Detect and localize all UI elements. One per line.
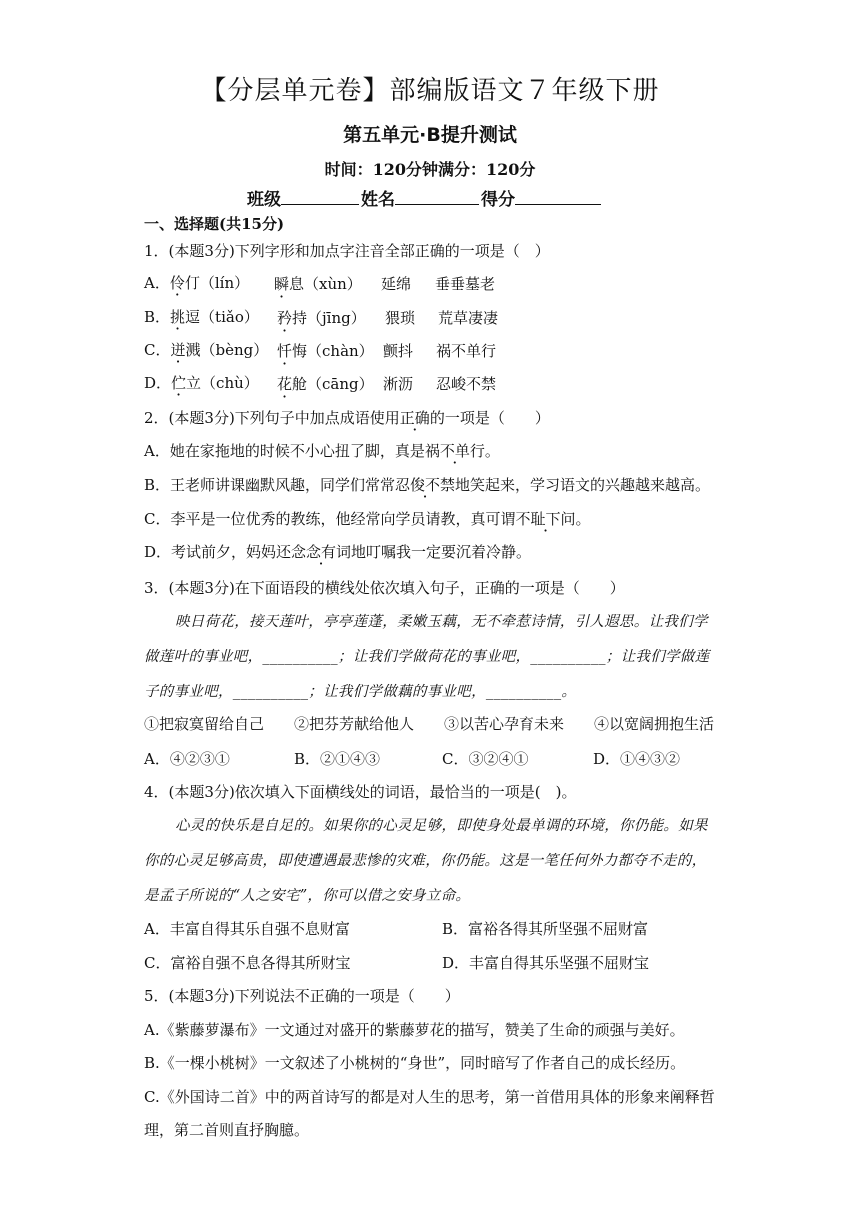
q2-option-b: B．王老师讲课幽默风趣，同学们常常忍俊不禁地笑起来，学习语文的兴趣越来越高。	[144, 476, 711, 494]
student-info-fields	[247, 185, 603, 210]
q3-sentence-items: ①把寂寞留给自己 ②把芬芳献给他人 ③以苦心孕育未来 ④以宽阔拥抱生活	[144, 715, 715, 733]
q3-option-b: B．②①④③	[294, 750, 381, 768]
q5-option-a: A.《紫藤萝瀑布》一文通过对盛开的紫藤萝花的描写，赞美了生命的顽强与美好。	[144, 1021, 685, 1039]
section-heading: 一、选择题(共15分)	[144, 215, 285, 233]
name-label: 姓名	[361, 190, 395, 210]
q3-passage-line-3: 子的事业吧，__________；让我们学做藕的事业吧，__________。	[144, 684, 577, 700]
q3-option-d: D．①④③②	[593, 750, 681, 768]
q5-stem: 5．(本题3分)下列说法不正确的一项是（ ）	[144, 987, 460, 1005]
class-label: 班级	[247, 190, 281, 210]
score-blank[interactable]	[515, 188, 601, 205]
q2-option-a: A．她在家拖地的时候不小心扭了脚，真是祸不单行。	[144, 442, 500, 460]
q4-stem: 4．(本题3分)依次填入下面横线处的词语，最恰当的一项是( )。	[144, 783, 577, 801]
exam-subtitle: 第五单元·B提升测试	[343, 124, 517, 146]
q2-option-d: D．考试前夕，妈妈还念念有词地叮嘱我一定要沉着冷静。	[144, 543, 532, 561]
q3-option-c: C．③②④①	[442, 750, 529, 768]
q3-option-a: A．④②③①	[144, 750, 230, 768]
q4-passage-line-1: 心灵的快乐是自足的。如果你的心灵足够，即使身处最单调的环境，你仍能。如果	[175, 818, 708, 834]
q4-option-d: D．丰富自得其乐坚强不屈财宝	[442, 954, 650, 972]
score-label: 得分	[481, 190, 515, 210]
class-blank[interactable]	[281, 188, 359, 205]
q4-option-a: A．丰富自得其乐自强不息财富	[144, 920, 350, 938]
q3-stem: 3．(本题3分)在下面语段的横线处依次填入句子，正确的一项是（ ）	[144, 579, 625, 597]
q3-passage-line-2: 做莲叶的事业吧，__________；让我们学做荷花的事业吧，__________；让我们学做莲	[144, 649, 710, 665]
q3-passage-line-1: 映日荷花，接天莲叶，亭亭莲蓬，柔嫩玉藕，无不牵惹诗情，引人遐思。让我们学	[175, 614, 708, 630]
q5-option-c: C.《外国诗二首》中的两首诗写的都是对人生的思考，第一首借用具体的形象来阐释哲	[144, 1088, 715, 1106]
exam-title: 【分层单元卷】部编版语文７年级下册	[200, 76, 660, 106]
q4-option-c: C．富裕自强不息各得其所财宝	[144, 954, 351, 972]
q2-stem: 2．(本题3分)下列句子中加点成语使用正确的一项是（ ）	[144, 409, 550, 427]
q4-passage-line-2: 你的心灵足够高贵，即使遭遇最悲惨的灾难，你仍能。这是一笔任何外力都夺不走的，	[144, 853, 707, 869]
name-blank[interactable]	[395, 188, 479, 205]
q1-stem: 1．(本题3分)下列字形和加点字注音全部正确的一项是（ ）	[144, 242, 550, 260]
q2-option-c: C．李平是一位优秀的教练，他经常向学员请教，真可谓不耻下问。	[144, 510, 591, 528]
q4-passage-line-3: 是孟子所说的“人之安宅”，你可以借之安身立命。	[144, 888, 471, 904]
exam-time-score: 时间：120分钟满分：120分	[324, 160, 536, 179]
exam-page: 【分层单元卷】部编版语文７年级下册 第五单元·B提升测试 时间：120分钟满分：120分 班级 姓名 得分 一、选择题(共15分) 1．(本题3分)下列字形和加点字注音全部正确的一项是（ ） A．伶仃（lín） 瞬息（xùn） 延绵 垂垂墓老 B．挑逗（tiǎo） 矜持（jīng） 猥琐 荒草凄凄 C．迸溅（bèng） 忏悔（chàn） 颤抖 祸不单行 D．伫立（chù） 花舱（cāng） 淅沥 忍峻不禁 2．(本题3分)下列句子中加点成语使用正确的一项是（ ） A．她在家拖地的时候不小心扭了脚，真是祸不单行。 B．王老师讲课幽默风趣，同学们常常忍俊不禁地笑起来，学习语文的兴趣越来越高。 C．李平是一位优秀的教练，他经常向学员请教，真可谓不耻下问。 D．考试前夕，妈妈还念念有词地叮嘱我一定要沉着冷静。 3．(本题3分)在下面语段的横线处依次填入句子，正确的一项是（ ） 映日荷花，接天莲叶，亭亭莲蓬，柔嫩玉藕，无不牵惹诗情，引人遐思。让我们学 做莲叶的事业吧，__________；让我们学做荷花的事业吧，__________；让我们学做莲 子的事业吧，__________；让我们学做藕的事业吧，__________。 ①把寂寞留给自己 ②把芬芳献给他人 ③以苦心孕育未来 ④以宽阔拥抱生活 A．④②③① B．②①④③ C．③②④① D．①④③② 4．(本题3分)依次填入下面横线处的词语，最恰当的一项是( )。 心灵的快乐是自足的。如果你的心灵足够，即使身处最单调的环境，你仍能。如果 你的心灵足够高贵，即使遭遇最悲惨的灾难，你仍能。这是一笔任何外力都夺不走的， 是孟子所说的“人之安宅”，你可以借之安身立命。 A．丰富自得其乐自强不息财富 B．富裕各得其所坚强不屈财富 C．富裕自强不息各得其所财宝 D．丰富自得其乐坚强不屈财宝 5．(本题3分)下列说法不正确的一项是（ ） A.《紫藤萝瀑布》一文通过对盛开的紫藤萝花的描写，赞美了生命的顽强与美好。 B.《一棵小桃树》一文叙述了小桃树的“身世”，同时暗写了作者自己的成长经历。 C.《外国诗二首》中的两首诗写的都是对人生的思考，第一首借用具体的形象来阐释哲 理，第二首则直抒胸臆。	[0, 0, 860, 1216]
q5-option-c-continued: 理，第二首则直抒胸臆。	[144, 1121, 310, 1139]
q5-option-b: B.《一棵小桃树》一文叙述了小桃树的“身世”，同时暗写了作者自己的成长经历。	[144, 1054, 686, 1072]
q4-option-b: B．富裕各得其所坚强不屈财富	[442, 920, 649, 938]
